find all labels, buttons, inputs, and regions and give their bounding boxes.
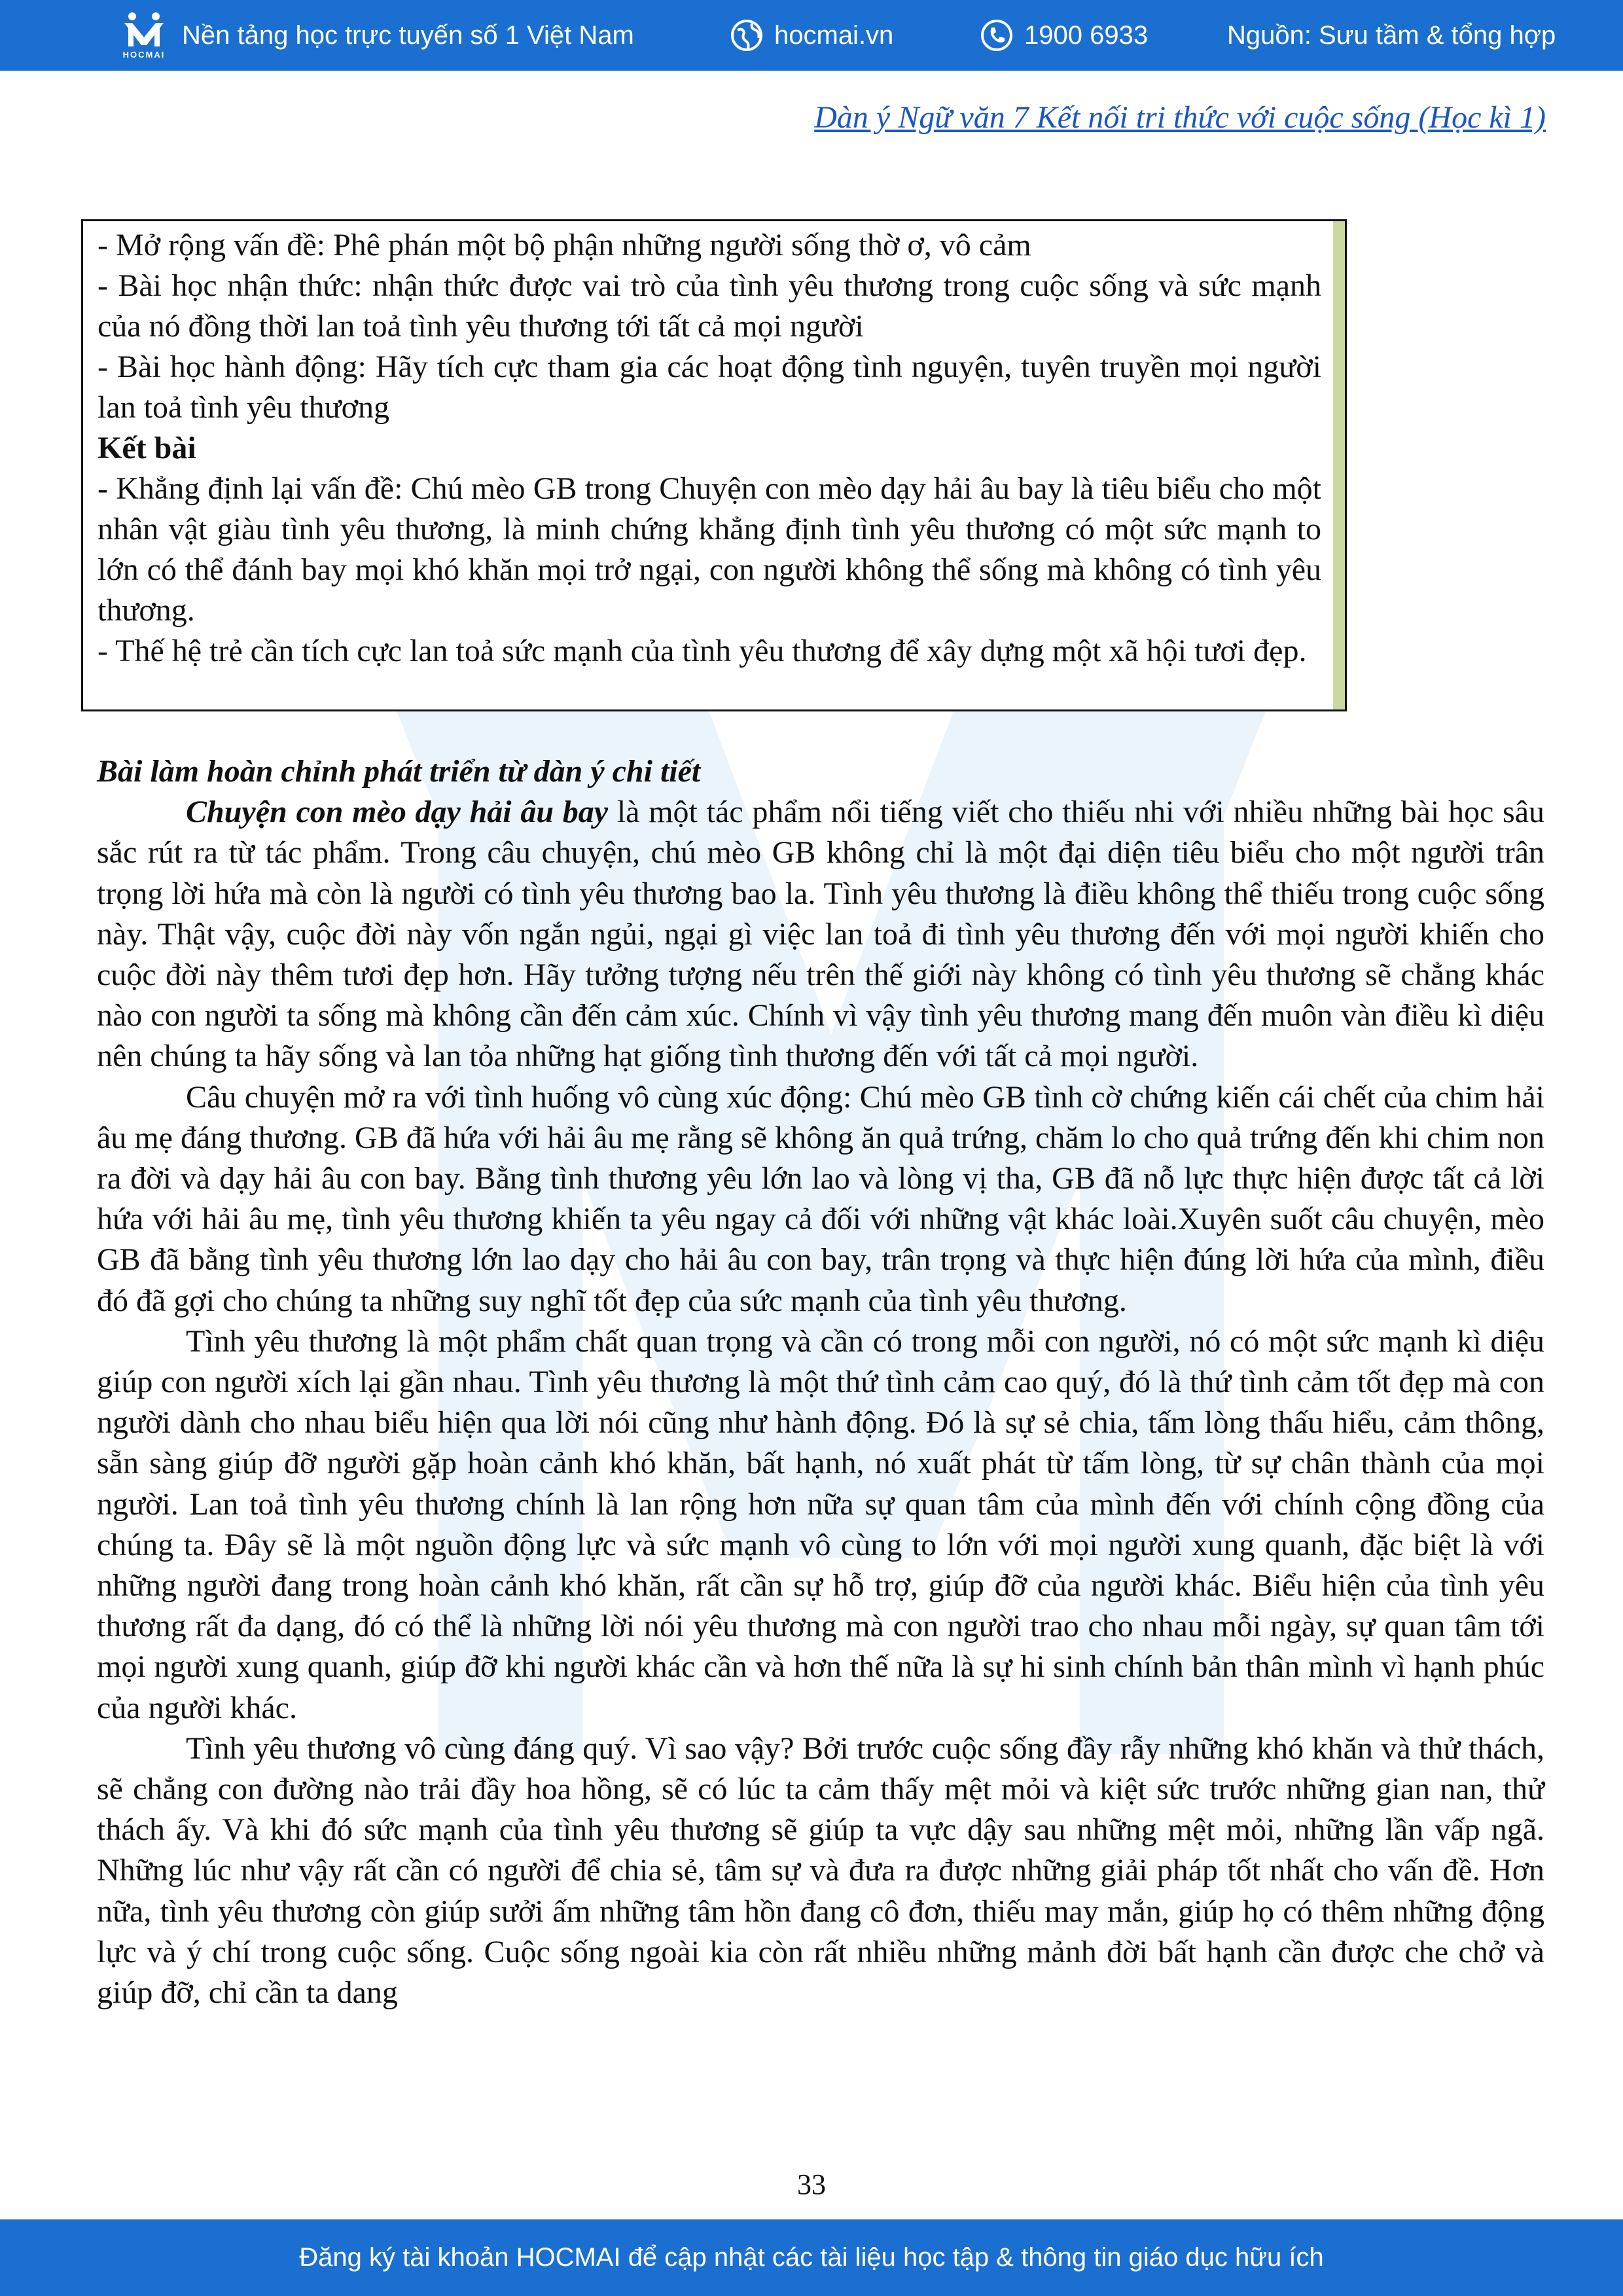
page-number: 33 — [797, 2168, 826, 2200]
conclusion-line: - Khẳng định lại vấn đề: Chú mèo GB trong Chuyện con mèo dạy hải âu bay là tiêu biểu cho một nhân vật giàu tình yêu thương, là minh chứng khẳng định tình yêu thương có một sức mạnh to lớn có thể đánh bay mọi khó khăn mọi trở ngại, con người không thể sống mà không có tình yêu thương. — [98, 471, 1321, 628]
hotline-link[interactable] — [980, 0, 1148, 71]
globe-icon — [730, 18, 764, 52]
hocmai-logo[interactable] — [118, 0, 634, 71]
hocmai-logo-icon — [118, 11, 170, 49]
outline-line: - Mở rộng vấn đề: Phê phán một bộ phận những người sống thờ ơ, vô cảm — [98, 228, 1031, 262]
hotline-text: 1900 6933 — [1024, 20, 1149, 50]
footer-bar[interactable] — [0, 2219, 1623, 2296]
paragraph-text: là một tác phẩm nổi tiếng viết cho thiếu nhi với nhiều những bài học sâu sắc rút ra từ tác phẩm. Trong câu chuyện, chú mèo GB không chỉ là một đại diện tiêu biểu cho một người trân trọng lời hứa mà còn là người có tình yêu thương bao la. Tình yêu thương là điều không thể thiếu trong cuộc sống này. Thật vậy, cuộc đời này vốn ngắn ngủi, ngại gì việc lan toả đi tình yêu thương đến với mọi người khiến cho cuộc đời này thêm tươi đẹp hơn. Hãy tưởng tượng nếu trên thế giới này không có tình yêu thương sẽ chẳng khác nào con người ta sống mà không cần đến cảm xúc. Chính vì vậy tình yêu thương mang đến muôn vàn điều kì diệu nên chúng ta hãy sống và lan tỏa những hạt giống tình thương đến với tất cả mọi người. — [97, 795, 1545, 1074]
conclusion-heading: Kết bài — [98, 431, 196, 465]
website-link[interactable] — [730, 0, 893, 71]
essay-heading: Bài làm hoàn chỉnh phát triển từ dàn ý chi tiết — [97, 754, 701, 789]
essay — [97, 751, 1544, 2013]
source-note — [1227, 0, 1556, 71]
essay-paragraph: Tình yêu thương là một phẩm chất quan trọng và cần có trong mỗi con người, nó có một sức mạnh kì diệu giúp con người xích lại gần nhau. Tình yêu thương là một thứ tình cảm cao quý, đó là thứ tình cảm tốt đẹp mà con người dành cho nhau biểu hiện qua lời nói cũng như hành động. Đó là sự sẻ chia, tấm lòng thấu hiểu, cảm thông, sẵn sàng giúp đỡ người gặp hoàn cảnh khó khăn, bất hạnh, nó xuất phát từ tấm lòng, từ sự chân thành của mọi người. Lan toả tình yêu thương chính là lan rộng hơn nữa sự quan tâm của mình đến với chính cộng đồng của chúng ta. Đây sẽ là một nguồn động lực và sức mạnh vô cùng to lớn với mọi người xung quanh, đặc biệt là với những người đang trong hoàn cảnh khó khăn, rất cần sự hỗ trợ, giúp đỡ của người khác. Biểu hiện của tình yêu thương rất đa dạng, đó có thể là những lời nói yêu thương mà con người trao cho nhau mỗi ngày, sự quan tâm tới mọi người xung quanh, giúp đỡ khi người khác cần và hơn thế nữa là sự hi sinh chính bản thân mình vì hạnh phúc của người khác. — [97, 1323, 1544, 1725]
footer-text: Đăng ký tài khoản HOCMAI để cập nhật các tài liệu học tập & thông tin giáo dục hữu ích — [299, 2243, 1324, 2272]
slogan: Nền tảng học trực tuyến số 1 Việt Nam — [182, 20, 634, 50]
outline-box — [81, 219, 1347, 711]
document-title[interactable]: Dàn ý Ngữ văn 7 Kết nối tri thức với cuộc sống (Học kì 1) — [814, 100, 1546, 135]
outline-content — [98, 225, 1321, 672]
story-title: Chuyện con mèo dạy hải âu bay — [186, 795, 609, 830]
essay-paragraph — [97, 792, 1544, 1077]
header-bar — [0, 0, 1623, 71]
outline-line: - Bài học hành động: Hãy tích cực tham gia các hoạt động tình nguyện, tuyên truyền mọi người lan toả tình yêu thương — [98, 350, 1321, 425]
website-text: hocmai.vn — [774, 20, 894, 50]
logo-text: HOCMAI — [122, 50, 166, 60]
essay-paragraph: Câu chuyện mở ra với tình huống vô cùng xúc động: Chú mèo GB tình cờ chứng kiến cái chết của chim hải âu mẹ đáng thương. GB đã hứa với hải âu mẹ rằng sẽ không ăn quả trứng, chăm lo cho quả trứng đến khi chim non ra đời và dạy hải âu con bay. Bằng tình thương yêu lớn lao và lòng vị tha, GB đã nỗ lực thực hiện được tất cả lời hứa với hải âu mẹ, tình yêu thương khiến ta yêu ngay cả đối với những vật khác loài.Xuyên suốt câu chuyện, mèo GB đã bằng tình yêu thương lớn lao dạy cho hải âu con bay, trân trọng và thực hiện đúng lời hứa của mình, điều đó đã gợi cho chúng ta những suy nghĩ tốt đẹp của sức mạnh của tình yêu thương. — [97, 1079, 1544, 1318]
phone-icon — [980, 18, 1014, 52]
conclusion-line: - Thế hệ trẻ cần tích cực lan toả sức mạnh của tình yêu thương để xây dựng một xã hội tươi đẹp. — [98, 634, 1307, 668]
essay-paragraph: Tình yêu thương vô cùng đáng quý. Vì sao vậy? Bởi trước cuộc sống đầy rẫy những khó khăn và thử thách, sẽ chẳng con đường nào trải đầy hoa hồng, sẽ có lúc ta cảm thấy mệt mỏi và kiệt sức trước những gian nan, thử thách ấy. Và khi đó sức mạnh của tình yêu thương sẽ giúp ta vực dậy sau những mệt mỏi, những lần vấp ngã. Những lúc như vậy rất cần có người để chia sẻ, tâm sự và đưa ra được những giải pháp tốt nhất cho vấn đề. Hơn nữa, tình yêu thương còn giúp sưởi ấm những tâm hồn đang cô đơn, thiếu may mắn, giúp họ có thêm những động lực và ý chí trong cuộc sống. Cuộc sống ngoài kia còn rất nhiều những mảnh đời bất hạnh cần được che chở và giúp đỡ, chỉ cần ta dang — [97, 1731, 1544, 2011]
source-text: Nguồn: Sưu tầm & tổng hợp — [1227, 20, 1556, 50]
outline-line: - Bài học nhận thức: nhận thức được vai trò của tình yêu thương trong cuộc sống và sức mạnh của nó đồng thời lan toả tình yêu thương tới tất cả mọi người — [98, 268, 1321, 344]
